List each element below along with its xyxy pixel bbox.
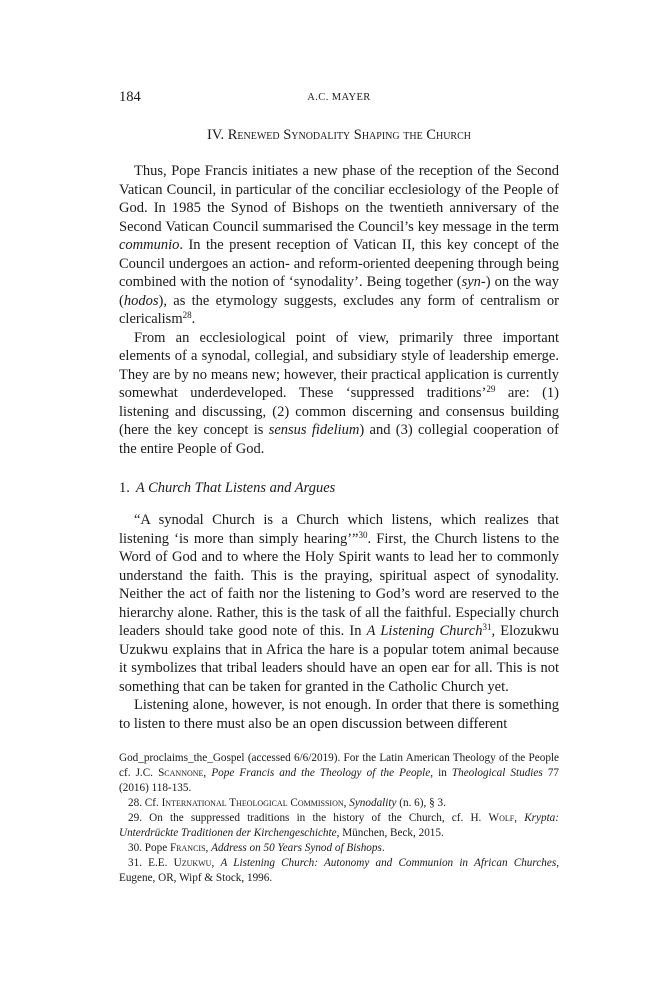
footnote-text: , München, Beck, 2015. — [336, 827, 444, 839]
footnote-title: A Listening Church: Autonomy and Communion in African Churches — [220, 857, 557, 869]
running-head — [119, 89, 559, 109]
subsection-title: A Church That Listens and Argues — [135, 480, 336, 496]
footnote-29 — [119, 811, 559, 841]
section-title: Renewed Synodality Shaping the Church — [227, 127, 471, 143]
footnote-ref-29[interactable]: 29 — [486, 384, 496, 394]
term-hodos: hodos — [123, 292, 159, 309]
paragraph-4 — [119, 696, 559, 733]
footnotes — [119, 751, 559, 886]
footnote-text: , — [205, 842, 212, 854]
paragraph-2 — [119, 329, 559, 459]
book-title-listening-church: A Listening Church — [366, 623, 483, 639]
footnote-text: , Eugene, OR, Wipf & Stock, 1996. — [119, 857, 560, 884]
term-sensus-fidelium: sensus fidelium — [268, 422, 360, 438]
paragraph-1-text: ) on the way ( — [119, 274, 559, 309]
paragraph-3-text: . First, the Church listens to the Word of God and to where the Holy Spirit wants to lead her to commonly understand the faith. This is the praying, spiritual aspect of synodality. Neither the act of faith nor the listening to God’s word are reserved to the hierarchy alone. Rather, this is the task of all the faithful. Especially church leaders should take good note of this. In — [119, 530, 560, 639]
paragraph-2-text: From an ecclesiological point of view, primarily three important elements of a synodal, collegial, and subsidiary style of leadership emerge. They are by no means new; however, their practical application is currently somewhat underdeveloped. These ‘suppressed traditions’ — [119, 329, 559, 401]
body-text-block-1 — [119, 162, 559, 458]
footnote-text: , — [203, 767, 212, 779]
section-number: IV. — [207, 127, 225, 143]
body-text-block-2 — [119, 511, 559, 733]
subsection-number: 1. — [119, 480, 130, 496]
footnote-text: God_proclaims_the_Gospel (accessed 6/6/2019). For the Latin American Theology of the People cf. J.C. — [119, 752, 559, 779]
paragraph-1 — [119, 162, 559, 329]
footnote-author: Francis — [169, 842, 206, 854]
footnote-ref-31[interactable]: 31 — [482, 622, 492, 632]
footnote-text: , — [211, 857, 221, 869]
footnote-author: Wolf — [488, 812, 515, 824]
footnote-28 — [119, 796, 559, 811]
term-syn: syn- — [461, 274, 486, 290]
footnote-author: International Theological Commission — [161, 797, 344, 809]
footnote-ref-30[interactable]: 30 — [358, 529, 368, 540]
term-communio: communio — [119, 237, 180, 253]
footnote-text: , — [343, 797, 350, 809]
footnote-text: , in — [430, 767, 452, 779]
paragraph-1-text: Thus, Pope Francis initiates a new phase of the reception of the Second Vatican Council, in particular of the conciliar ecclesiology of the People of God. In 1985 the Synod of Bishops on the twentieth anniversary of the Second Vatican Council summarised the Council’s key message in the term — [119, 163, 559, 235]
paragraph-4-text: Listening alone, however, is not enough. In order that there is something to listen to there must also be an open discussion between different — [119, 697, 559, 732]
footnote-text: 31. E.E. — [128, 857, 174, 869]
footnote-author: Uzukwu — [173, 857, 212, 869]
paragraph-3-text: , Elozukwu Uzukwu explains that in Africa the hare is a popular totem animal because it symbolizes that tribal leaders should have an open ear for all. This is not something that can be taken for granted in the Catholic Church yet. — [119, 623, 560, 695]
paragraph-1-text: . — [191, 311, 196, 327]
footnote-text: 77 (2016) 118-135. — [119, 767, 560, 794]
paragraph-3 — [119, 511, 559, 696]
footnote-author: Scannone — [158, 767, 204, 779]
footnote-ref-28[interactable]: 28 — [182, 310, 192, 320]
paragraph-2-text: ) and (3) collegial cooperation of the entire People of God. — [119, 422, 559, 457]
footnote-title: Address on 50 Years Synod of Bishops — [211, 842, 382, 854]
footnote-continuation — [119, 751, 559, 796]
footnote-text: (n. 6), § 3. — [396, 797, 446, 809]
paragraph-2-text: are: (1) listening and discussing, (2) common discerning and consensus building (here the key concept is — [119, 385, 560, 438]
footnote-text: . — [381, 842, 385, 854]
footnote-title: Synodality — [349, 797, 397, 809]
footnote-title: Pope Francis and the Theology of the People — [211, 767, 431, 779]
footnote-journal: Theological Studies — [451, 767, 543, 779]
running-head-author: A.C. MAYER — [307, 92, 371, 103]
section-heading — [119, 127, 559, 144]
footnote-text: , — [514, 812, 525, 824]
footnote-31 — [119, 856, 559, 886]
paragraph-1-text: . In the present reception of Vatican II, this key concept of the Council undergoes an action- and reform-oriented deepening through being combined with the notion of ‘synodality’. Being together ( — [119, 237, 559, 290]
footnote-title: Krypta: Unterdrückte Traditionen der Kirchengeschichte — [119, 812, 559, 839]
footnote-text: 28. Cf. — [128, 797, 162, 809]
paragraph-3-text: “A synodal Church is a Church which listens, which realizes that listening ‘is more than simply hearing’” — [119, 512, 559, 547]
paragraph-1-text: ), as the etymology suggests, excludes any form of centralism or clericalism — [119, 292, 559, 327]
page-number: 184 — [119, 89, 141, 105]
footnote-text: 29. On the suppressed traditions in the history of the Church, cf. H. — [128, 812, 489, 824]
subsection-heading — [119, 480, 335, 497]
footnote-30 — [119, 841, 559, 856]
footnote-text: 30. Pope — [128, 842, 170, 854]
